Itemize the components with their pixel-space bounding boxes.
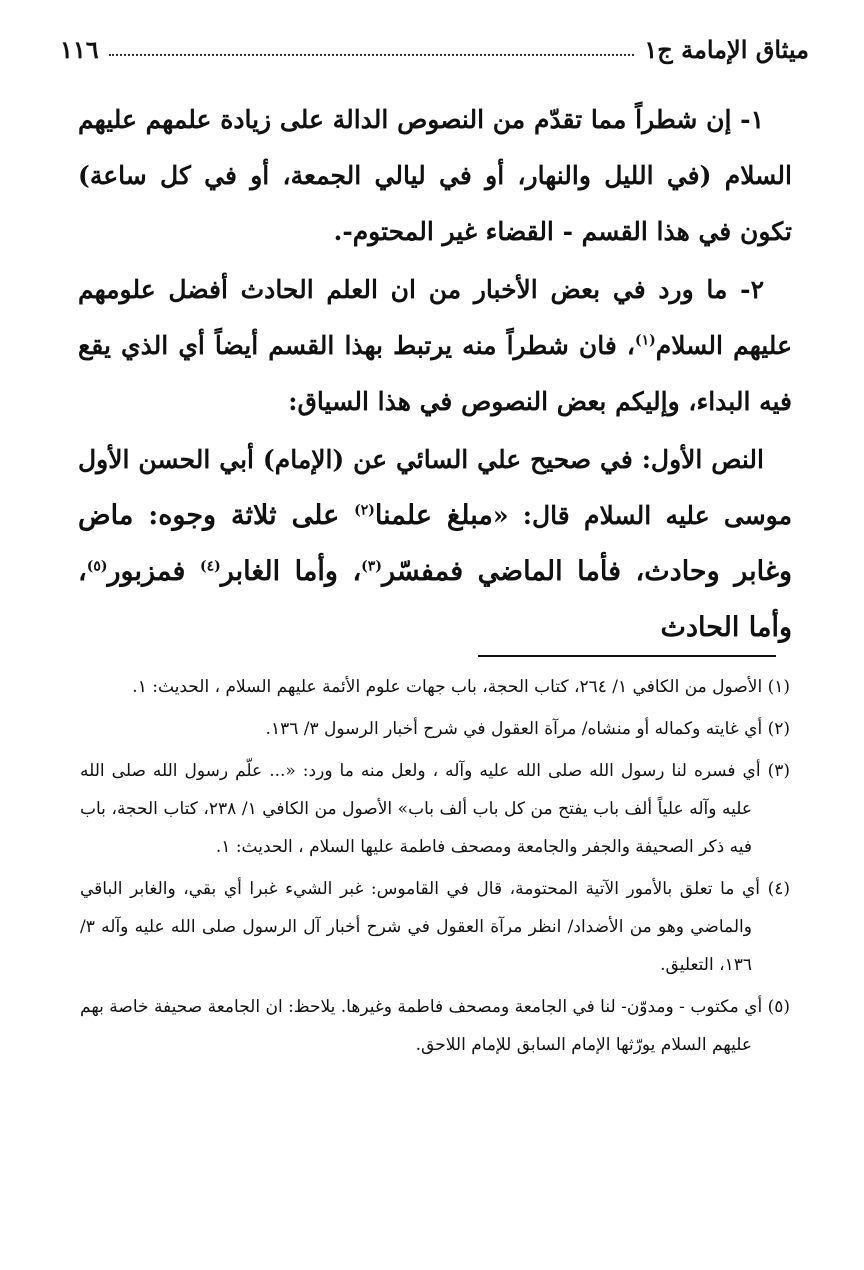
- footnote-ref-2: (٢): [354, 502, 375, 519]
- footnote-5: (٥) أي مكتوب - ومدوّن- لنا في الجامعة ومصحف فاطمة وغيرها. يلاحظ: ان الجامعة صحيفة خاصة بهم عليهم السلام يورّثها الإمام السابق للإمام اللاحق.: [80, 997, 790, 1055]
- book-title: ميثاق الإمامة ج١: [644, 35, 809, 64]
- paragraph-1: ١- إن شطراً مما تقدّم من النصوص الدالة على زيادة علمهم عليهم السلام (في الليل والنهار، أو في ليالي الجمعة، أو في كل ساعة) تكون في هذا القسم - القضاء غير المحتوم-.: [78, 105, 792, 246]
- paragraph-2-start: ٢- ما ورد في بعض الأخبار من ان العلم الحادث أفضل علومهم عليهم السلام: [78, 275, 792, 360]
- quote-part-5: ، وأما الحادث: [78, 556, 792, 643]
- footnote-separator: [478, 655, 776, 657]
- footnote-ref-5: (٥): [86, 558, 108, 575]
- quote-part-4: فمزبور: [107, 556, 200, 587]
- footnote-1: (١) الأصول من الكافي ١/ ٢٦٤، كتاب الحجة، باب جهات علوم الأئمة عليهم السلام ، الحديث: ١.: [132, 677, 790, 697]
- paragraph-3-intro: النص الأول: في صحيح علي السائي عن (الإمام) أبي الحسن الأول موسى عليه السلام قال: «: [78, 445, 792, 530]
- footnote-ref-4: (٤): [199, 558, 221, 575]
- quote-part-2: على ثلاثة وجوه: ماض وغابر وحادث، فأما الماضي فمفسّر: [78, 500, 792, 587]
- quote-part-3: ، وأما الغابر: [220, 556, 362, 587]
- footnotes: [80, 668, 790, 1068]
- main-text: [78, 92, 792, 658]
- footnote-2: (٢) أي غايته وكماله أو منشاه/ مرآة العقول في شرح أخبار الرسول ٣/ ١٣٦.: [265, 719, 790, 739]
- footnote-4: (٤) أي ما تعلق بالأمور الآتية المحتومة، قال في القاموس: غبر الشيء غبرا أي بقي، والغابر الباقي والماضي وهو من الأضداد/ انظر مرآة العقول في شرح أخبار آل الرسول صلى الله عليه وآله ٣/ ١٣٦، التعليق.: [80, 879, 790, 975]
- paragraph-2: [78, 262, 792, 430]
- page-number: ١١٦: [60, 35, 99, 64]
- header-leader-dots: [109, 53, 635, 56]
- quote-part-1: مبلغ علمنا: [374, 500, 493, 531]
- running-header: [60, 30, 809, 64]
- paragraph-2-end: ، فان شطراً منه يرتبط بهذا القسم أيضاً أي الذي يقع فيه البداء، وإليكم بعض النصوص في هذا السياق:: [78, 331, 792, 416]
- paragraph-3: [78, 432, 792, 656]
- footnote-ref-1: (١): [634, 332, 656, 349]
- footnote-ref-3: (٣): [361, 558, 382, 575]
- footnote-3: (٣) أي فسره لنا رسول الله صلى الله عليه وآله ، ولعل منه ما ورد: «... علّم رسول الله صلى الله عليه وآله علياً ألف باب يفتح من كل باب ألف باب» الأصول من الكافي ١/ ٢٣٨، كتاب الحجة، باب فيه ذكر الصحيفة والجفر والجامعة ومصحف فاطمة عليها السلام ، الحديث: ١.: [80, 761, 790, 857]
